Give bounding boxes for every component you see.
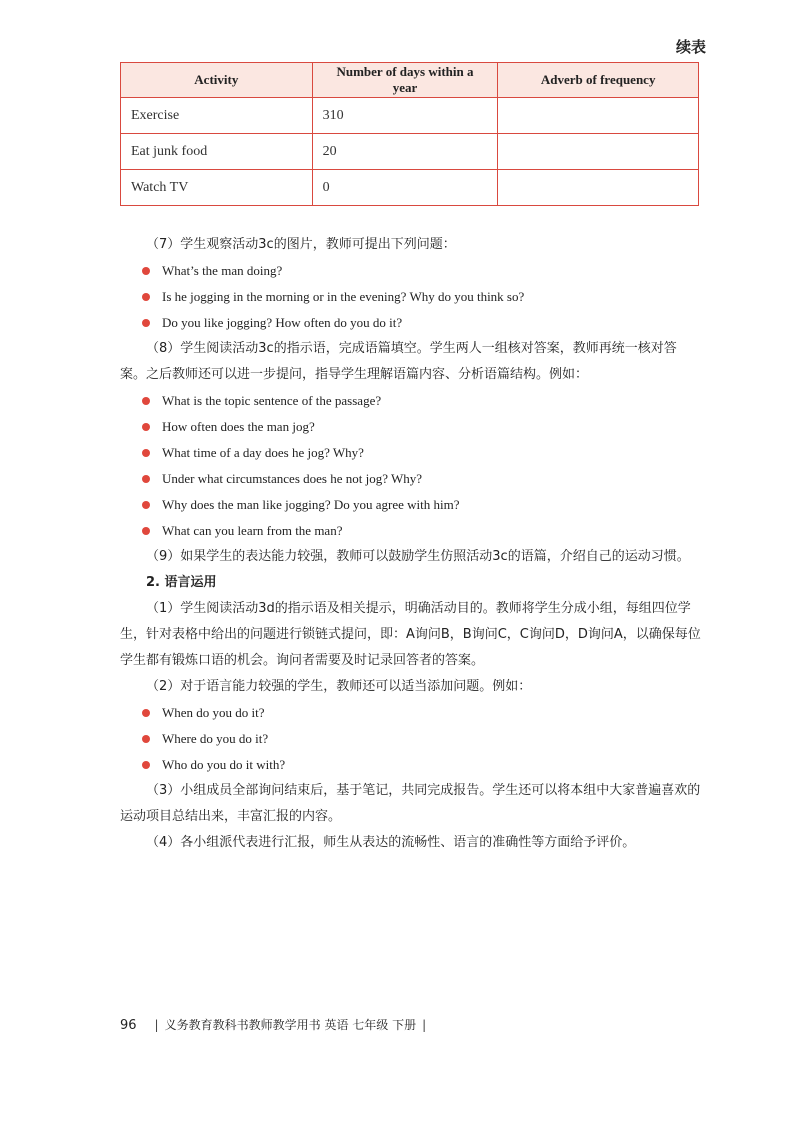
sub-paragraph-4: （4）各小组派代表进行汇报，师生从表达的流畅性、语言的准确性等方面给予评价。	[146, 835, 636, 850]
page-footer	[120, 1016, 432, 1033]
cell-activity: Eat junk food	[121, 134, 313, 170]
cell-adverb	[498, 98, 699, 134]
bullet-dot-icon	[142, 293, 150, 301]
footer-separator: |	[422, 1018, 427, 1032]
table-header-row	[121, 63, 699, 98]
list-item: Is he jogging in the morning or in the evening? Why do you think so?	[120, 284, 702, 310]
sub-paragraph-2: （2）对于语言能力较强的学生，教师还可以适当添加问题。例如：	[146, 679, 532, 694]
cell-adverb	[498, 134, 699, 170]
bullet-dot-icon	[142, 475, 150, 483]
page-number: 96	[120, 1018, 137, 1033]
sub-paragraph-1: （1）学生阅读活动3d的指示语及相关提示，明确活动目的。教师将学生分成小组，每组四位学生，针对表格中给出的问题进行锁链式提问，即：A询问B，B询问C，C询问D，D询问A，以确保每位学生都有锻炼口语的机会。询问者需要及时记录回答者的答案。	[120, 601, 701, 668]
header-adverb: Adverb of frequency	[498, 63, 699, 98]
bullet-dot-icon	[142, 449, 150, 457]
list-item: How often does the man jog?	[120, 414, 702, 440]
bullet-dot-icon	[142, 397, 150, 405]
footer-book-title: 义务教育教科书教师教学用书	[164, 1018, 321, 1032]
section-heading: 2. 语言运用	[146, 575, 217, 590]
table-row	[121, 98, 699, 134]
bullet-dot-icon	[142, 709, 150, 717]
table-row	[121, 134, 699, 170]
list-item: What time of a day does he jog? Why?	[120, 440, 702, 466]
continued-table-label: 续表	[675, 38, 706, 56]
list-item: Do you like jogging? How often do you do it?	[120, 310, 702, 336]
footer-volume: 下册	[392, 1018, 417, 1032]
cell-days: 0	[312, 170, 498, 206]
frequency-table	[120, 62, 699, 206]
cell-activity: Watch TV	[121, 170, 313, 206]
paragraph-7: （7）学生观察活动3c的图片，教师可提出下列问题：	[146, 237, 456, 252]
footer-separator: |	[154, 1018, 159, 1032]
sub-paragraph-3: （3）小组成员全部询问结束后，基于笔记，共同完成报告。学生还可以将本组中大家普遍喜欢的运动项目总结出来，丰富汇报的内容。	[120, 783, 701, 824]
cell-activity: Exercise	[121, 98, 313, 134]
list-item: Where do you do it?	[120, 726, 702, 752]
paragraph-8: （8）学生阅读活动3c的指示语，完成语篇填空。学生两人一组核对答案，教师再统一核对答案。之后教师还可以进一步提问，指导学生理解语篇内容、分析语篇结构。例如：	[120, 341, 677, 382]
bullet-dot-icon	[142, 761, 150, 769]
list-item: What is the topic sentence of the passage?	[120, 388, 702, 414]
bullet-dot-icon	[142, 423, 150, 431]
cell-adverb	[498, 170, 699, 206]
table-row	[121, 170, 699, 206]
list-item: When do you do it?	[120, 700, 702, 726]
bullet-dot-icon	[142, 267, 150, 275]
bullet-dot-icon	[142, 501, 150, 509]
body-text	[120, 232, 702, 856]
header-activity: Activity	[121, 63, 313, 98]
list-item: Who do you do it with?	[120, 752, 702, 778]
list-item: Why does the man like jogging? Do you agree with him?	[120, 492, 702, 518]
cell-days: 20	[312, 134, 498, 170]
list-item: What can you learn from the man?	[120, 518, 702, 544]
header-days: Number of days within a year	[312, 63, 498, 98]
bullet-dot-icon	[142, 527, 150, 535]
footer-subject: 英语	[324, 1018, 349, 1032]
paragraph-9: （9）如果学生的表达能力较强，教师可以鼓励学生仿照活动3c的语篇，介绍自己的运动习惯。	[146, 549, 690, 564]
list-item: Under what circumstances does he not jog? Why?	[120, 466, 702, 492]
bullet-dot-icon	[142, 735, 150, 743]
list-item: What’s the man doing?	[120, 258, 702, 284]
footer-grade: 七年级	[352, 1018, 389, 1032]
bullet-dot-icon	[142, 319, 150, 327]
cell-days: 310	[312, 98, 498, 134]
